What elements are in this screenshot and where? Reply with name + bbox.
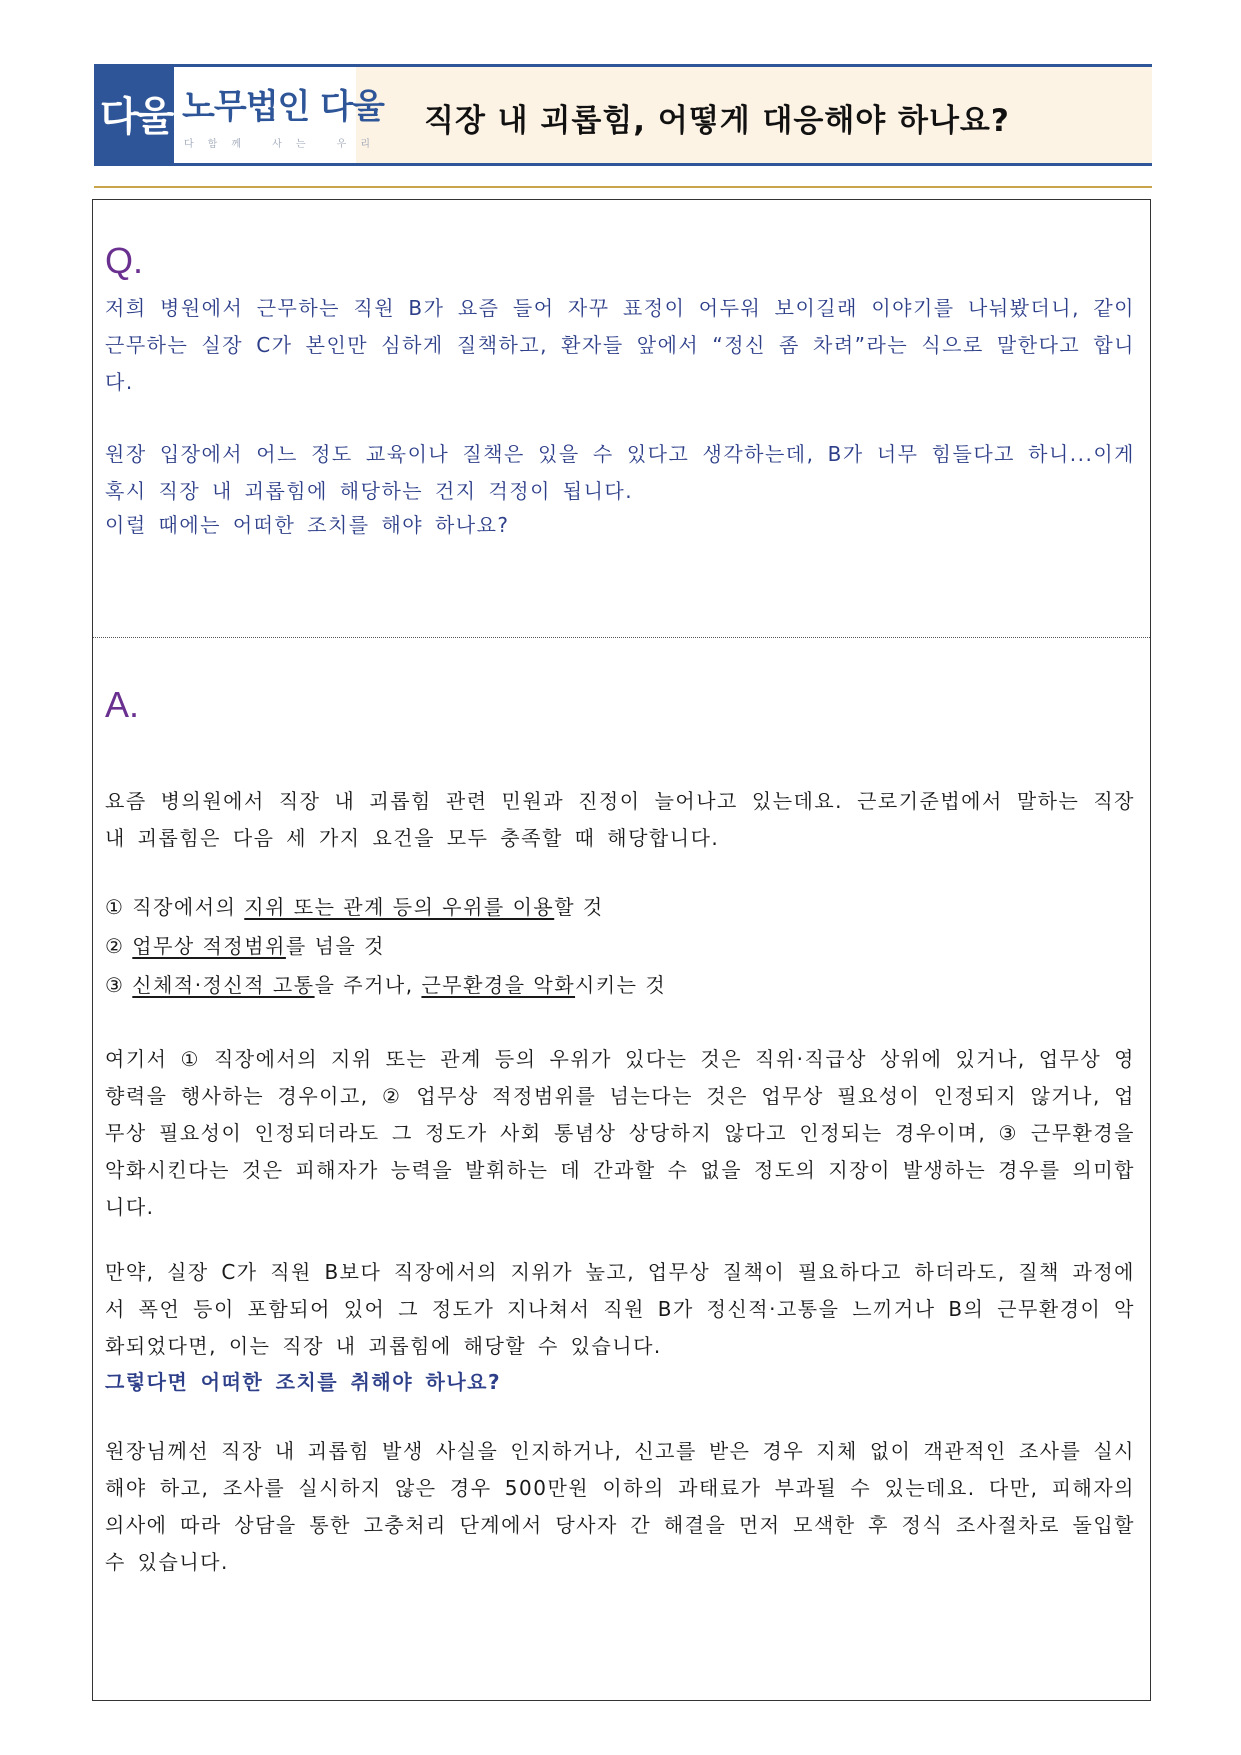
question-paragraph-3: 이럴 때에는 어떠한 조치를 해야 하나요? (105, 513, 510, 537)
qa-divider (93, 637, 1150, 638)
logo (94, 67, 384, 163)
header-bottom-rule (94, 163, 1152, 166)
answer-action: 원장님께선 직장 내 괴롭힘 발생 사실을 인지하거나, 신고를 받은 경우 지체 없이 객관적인 조사를 실시해야 하고, 조사를 실시하지 않은 경우 500만원 이하의 과태료가 부과될 수 있는데요. 다만, 피해자의 의사에 따라 상담을 통한 고충처리 단계에서 당사자 간 해결을 먼저 모색한 후 정식 조사절차로 돌입할 수 있습니다. (105, 1439, 1135, 1574)
logo-name: 노무법인 다울 (182, 87, 384, 127)
answer-explanation: 여기서 ① 직장에서의 지위 또는 관계 등의 우위가 있다는 것은 직위·직급상 상위에 있거나, 업무상 영향력을 행사하는 경우이고, ② 업무상 적정범위를 넘는다는 것은 업무상 필요성이 인정되지 않거나, 업무상 필요성이 인정되더라도 그 정도가 사회 통념상 상당하지 않다고 인정되는 경우이며, ③ 근무환경을 악화시킨다는 것은 피해자가 능력을 발휘하는 데 간과할 수 없을 정도의 지장이 발생하는 경우를 의미합니다. (105, 1047, 1135, 1219)
header-bar (94, 67, 1152, 163)
header-gold-rule (94, 186, 1152, 188)
question-letter: Q. (105, 240, 144, 281)
answer-letter: A. (105, 684, 140, 725)
requirement-list (105, 888, 1135, 1005)
requirement-item: ② 업무상 적정범위를 넘을 것 (105, 934, 385, 958)
requirement-item: ① 직장에서의 지위 또는 관계 등의 우위를 이용할 것 (105, 895, 604, 919)
logo-mark (94, 67, 174, 163)
logo-slogan: 다함께 사는 우리 (184, 139, 384, 150)
requirement-item: ③ 신체적·정신적 고통을 주거나, 근무환경을 악화시키는 것 (105, 973, 667, 997)
page-title: 직장 내 괴롭힘, 어떻게 대응해야 하나요? (424, 103, 1010, 139)
answer-case: 만약, 실장 C가 직원 B보다 직장에서의 지위가 높고, 업무상 질책이 필요하다고 하더라도, 질책 과정에서 폭언 등이 포함되어 있어 그 정도가 지나쳐서 직원 B가 정신적·고통을 느끼거나 B의 근무환경이 악화되었다면, 이는 직장 내 괴롭힘에 해당할 수 있습니다. (105, 1260, 1135, 1358)
question-paragraph-1: 저희 병원에서 근무하는 직원 B가 요즘 들어 자꾸 표정이 어두워 보이길래 이야기를 나눠봤더니, 같이 근무하는 실장 C가 본인만 심하게 질책하고, 환자들 앞에서 “정신 좀 차려”라는 식으로 말한다고 합니다. (105, 296, 1135, 394)
answer-subheading: 그렇다면 어떠한 조치를 취해야 하나요? (105, 1370, 502, 1394)
answer-intro: 요즘 병의원에서 직장 내 괴롭힘 관련 민원과 진정이 늘어나고 있는데요. 근로기준법에서 말하는 직장 내 괴롭힘은 다음 세 가지 요건을 모두 충족할 때 해당합니다. (105, 789, 1135, 850)
logo-mark-text: 다울 (100, 94, 172, 140)
question-paragraph-2: 원장 입장에서 어느 정도 교육이나 질책은 있을 수 있다고 생각하는데, B가 너무 힘들다고 하니...이게 혹시 직장 내 괴롭힘에 해당하는 건지 걱정이 됩니다. (105, 442, 1135, 503)
qa-box (92, 199, 1151, 1701)
